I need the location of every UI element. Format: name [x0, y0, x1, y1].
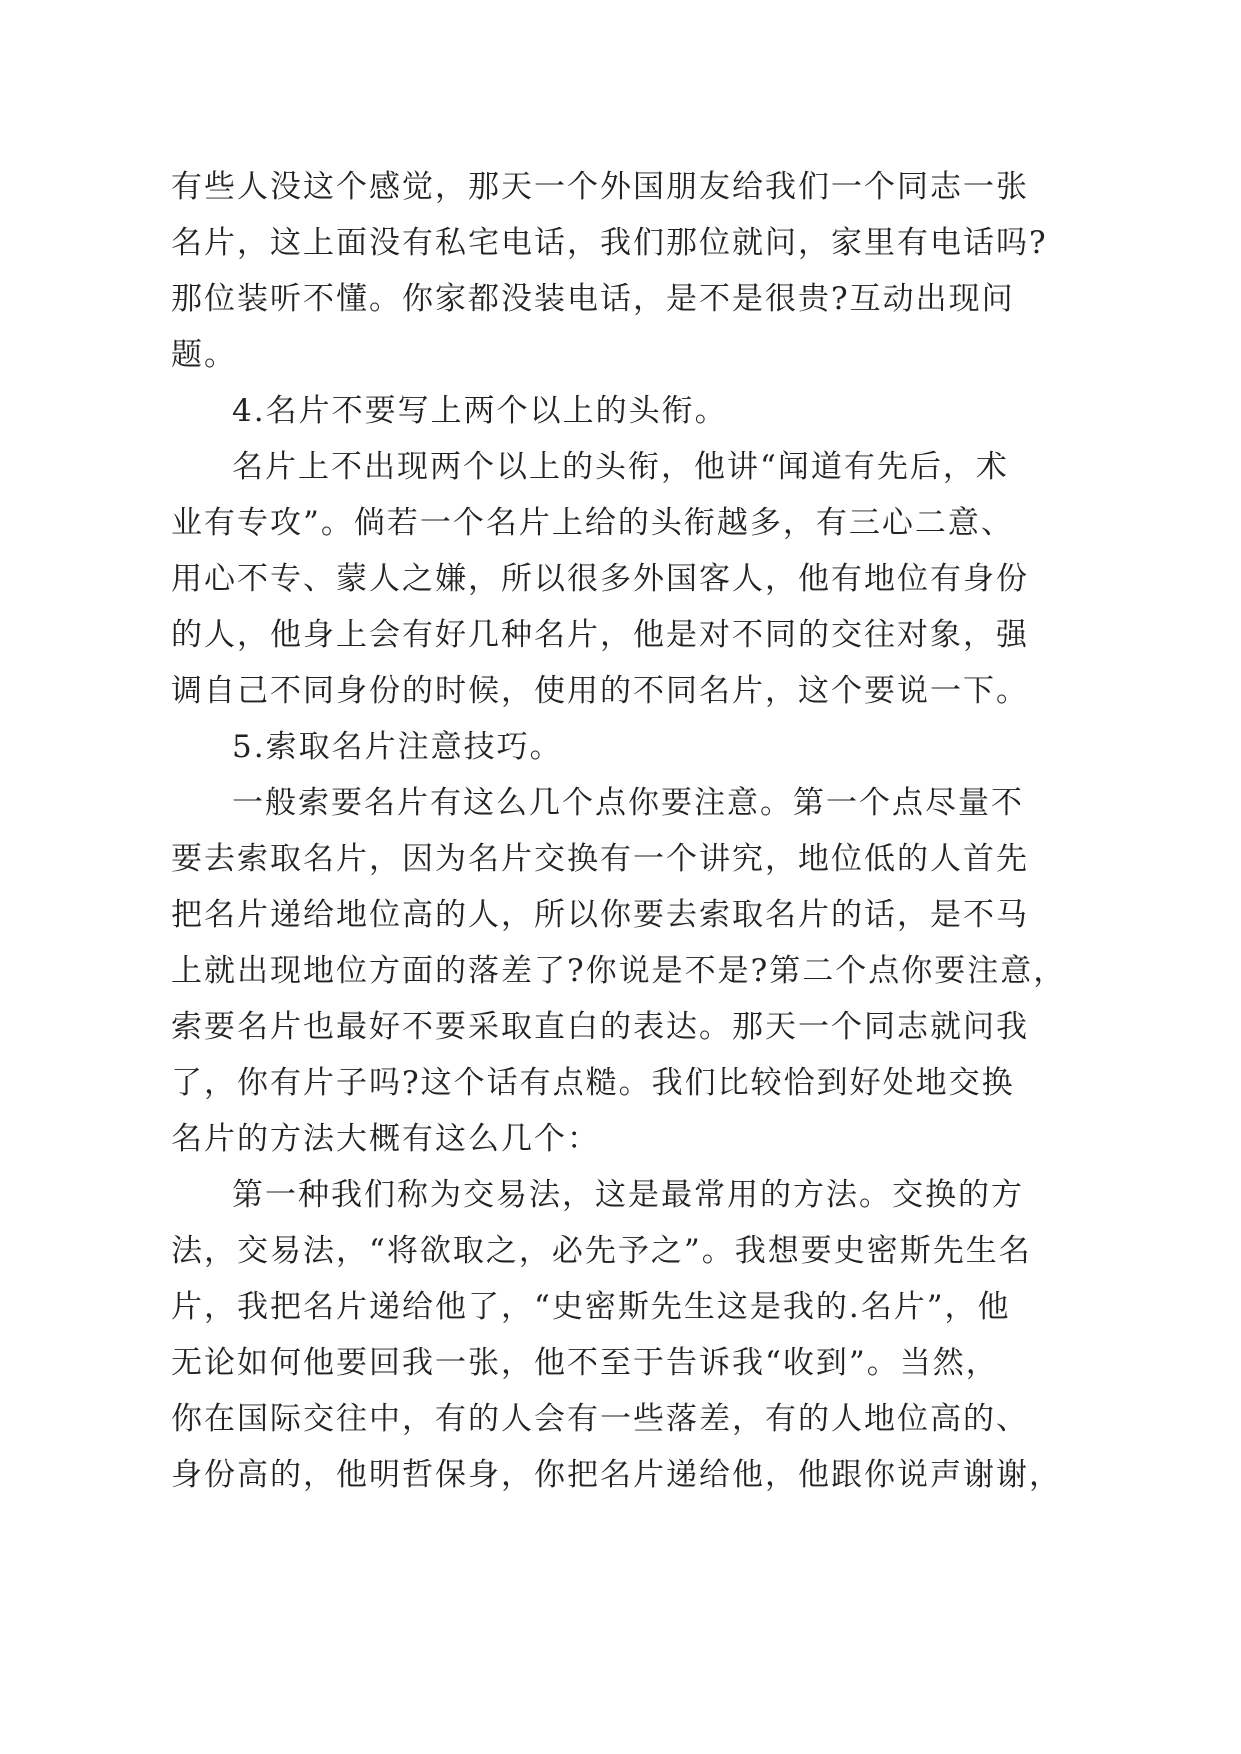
- section-heading: 4.名片不要写上两个以上的头衔。: [232, 393, 728, 429]
- text-line: 那位装听不懂。你家都没装电话，是不是很贵?互动出现问: [171, 281, 1015, 317]
- text-line: 法，交易法，“将欲取之，必先予之”。我想要史密斯先生名: [171, 1233, 1032, 1269]
- section-heading: 5.索取名片注意技巧。: [232, 729, 563, 765]
- text-line: 名片，这上面没有私宅电话，我们那位就问，家里有电话吗?: [171, 225, 1048, 261]
- text-line: 调自己不同身份的时候，使用的不同名片，这个要说一下。: [171, 673, 1029, 709]
- text-line: 题。: [171, 337, 237, 373]
- text-line: 业有专攻”。倘若一个名片上给的头衔越多，有三心二意、: [171, 505, 1014, 541]
- text-line: 用心不专、蒙人之嫌，所以很多外国客人，他有地位有身份: [171, 561, 1029, 597]
- text-line: 的人，他身上会有好几种名片，他是对不同的交往对象，强: [171, 617, 1029, 653]
- text-line: 有些人没这个感觉，那天一个外国朋友给我们一个同志一张: [171, 169, 1029, 205]
- paragraph-first-line: 第一种我们称为交易法，这是最常用的方法。交换的方: [232, 1177, 1024, 1213]
- text-line: 把名片递给地位高的人，所以你要去索取名片的话，是不马: [171, 897, 1029, 933]
- paragraph-first-line: 名片上不出现两个以上的头衔，他讲“闻道有先后，术: [232, 449, 1009, 485]
- text-line: 身份高的，他明哲保身，你把名片递给他，他跟你说声谢谢，: [171, 1457, 1062, 1493]
- text-line: 片，我把名片递给他了，“史密斯先生这是我的.名片”，他: [171, 1289, 1011, 1325]
- text-line: 你在国际交往中，有的人会有一些落差，有的人地位高的、: [171, 1401, 1029, 1437]
- text-line: 索要名片也最好不要采取直白的表达。那天一个同志就问我: [171, 1009, 1029, 1045]
- text-line: 上就出现地位方面的落差了?你说是不是?第二个点你要注意，: [171, 953, 1067, 989]
- text-line: 名片的方法大概有这么几个：: [171, 1121, 600, 1157]
- text-line: 要去索取名片，因为名片交换有一个讲究，地位低的人首先: [171, 841, 1029, 877]
- text-line: 了，你有片子吗?这个话有点糙。我们比较恰到好处地交换: [171, 1065, 1015, 1101]
- text-line: 无论如何他要回我一张，他不至于告诉我“收到”。当然，: [171, 1345, 999, 1381]
- paragraph-first-line: 一般索要名片有这么几个点你要注意。第一个点尽量不: [232, 785, 1024, 821]
